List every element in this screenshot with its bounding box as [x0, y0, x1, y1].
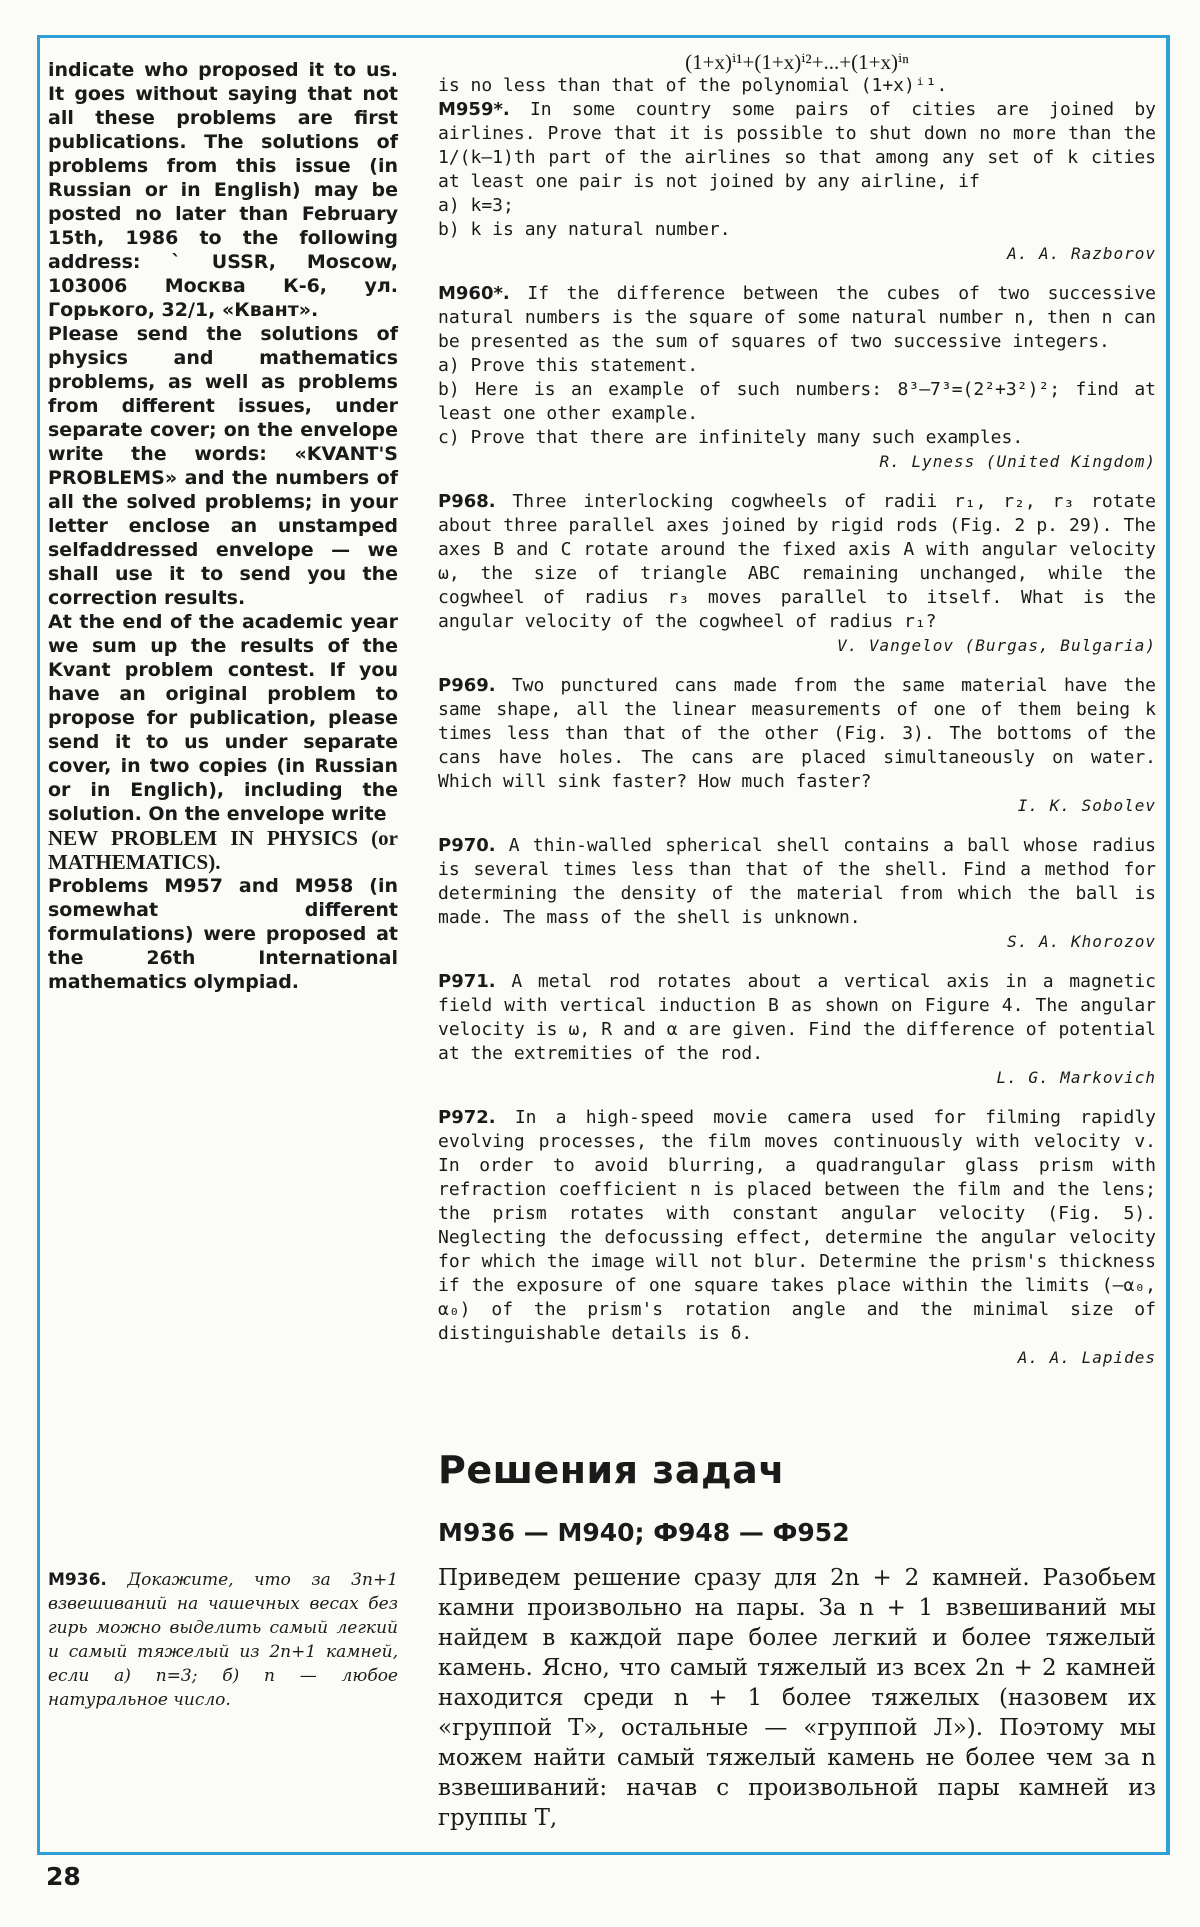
problem-text: A thin-walled spherical shell contains a ball whose radius is several times less than that of the shell. Find a method for determining the density of the material from which the ball is made. The mass of the shell is unknown.: [438, 835, 1156, 928]
left-paragraph: Problems M957 and M958 (in somewhat different formulations) were proposed at the 26th International mathematics olympiad.: [48, 875, 398, 993]
top-formula-text: is no less than that of the polynomial (1+x)ⁱ¹.: [438, 75, 948, 96]
problems-column: [438, 50, 1156, 1386]
section-subheading: M936 — M940; Ф948 — Ф952: [438, 1518, 850, 1547]
problem-author: A. A. Razborov: [1007, 244, 1156, 263]
problem-label: M960*.: [438, 283, 510, 304]
problem-label: P972.: [438, 1107, 496, 1128]
left-paragraph: indicate who proposed it to us. It goes without saying that not all these problems are first publications. The solutions of problems from this issue (in Russian or in English) may be posted no later than February 15th, 1986 to the following address: ` USSR, Moscow, 103006 Москва К-6, ул. Горького, 32/1, «Квант».: [48, 59, 398, 321]
problem-text: In some country some pairs of cities are joined by airlines. Prove that it is possible to shut down no more than the 1/(k—1)th part of the airlines so that among any set of k cities at least one pair is not joined by any airline, if: [438, 99, 1156, 192]
problem-author: V. Vangelov (Burgas, Bulgaria): [837, 636, 1156, 655]
problem-p969: [438, 674, 1156, 818]
problem-author: S. A. Khorozov: [1007, 932, 1156, 951]
problem-text: Three interlocking cogwheels of radii r₁, r₂, r₃ rotate about three parallel axes joined by rigid rods (Fig. 2 p. 29). The axes B and C rotate around the fixed axis A with angular velocity ω, the size of triangle ABC remaining unchanged, while the cogwheel of radius r₃ moves parallel to itself. What is the angular velocity of the cogwheel of radius r₁?: [438, 491, 1157, 632]
left-paragraph-caps: NEW PROBLEM IN PHYSICS (or MATHEMATICS).: [48, 826, 398, 874]
problem-label: P968.: [438, 491, 496, 512]
problem-text: Two punctured cans made from the same material have the same shape, all the linear measurements of one of them being k times less than that of the other (Fig. 3). The bottoms of the cans have holes. The cans are placed simultaneously on water. Which will sink faster? How much faster?: [438, 675, 1157, 792]
problem-text: If the difference between the cubes of two successive natural numbers is the square of some natural number n, then n can be presented as the sum of squares of two successive integers.: [438, 283, 1156, 352]
problem-label: M959*.: [438, 99, 510, 120]
problem-p970: [438, 834, 1156, 954]
problem-m960: [438, 282, 1156, 474]
solution-text: Приведем решение сразу для 2n + 2 камней. Разобьем камни произвольно на пары. За n + 1 взвешиваний мы найдем в каждой паре более легкий и более тяжелый камень. Ясно, что самый тяжелый из всех 2n + 2 камней находится среди n + 1 более тяжелых (назовем их «группой Т», остальные — «группой Л»). Поэтому мы можем найти самый тяжелый камень не более чем за n взвешиваний: начав с произвольной пары камней из группы Т,: [438, 1565, 1156, 1831]
m936-text: Докажите, что за 3n+1 взвешиваний на чашечных весах без гирь можно выделить самый легкий и самый тяжелый из 2n+1 камней, если а) n=3; б) n — любое натуральное число.: [48, 1570, 399, 1710]
page-number: 28: [46, 1862, 81, 1891]
problem-author: I. K. Sobolev: [1017, 796, 1156, 815]
left-paragraph: Please send the solutions of physics and mathematics problems, as well as problems from different issues, under separate cover; on the envelope write the words: «KVANT'S PROBLEMS» and the numbers of all the solved problems; in your letter enclose an unstamped selfaddressed envelope — we shall use it to send you the correction results.: [48, 323, 398, 609]
problem-text: In a high-speed movie camera used for filming rapidly evolving processes, the film moves continuously with velocity v. In order to avoid blurring, a quadrangular glass prism with refraction coefficient n is placed between the film and the lens; the prism rotates with constant angular velocity (Fig. 5). Neglecting the defocussing effect, determine the angular velocity for which the image will not blur. Determine the prism's thickness if the exposure of one square takes place within the limits (—α₀, α₀) of the prism's rotation angle and the minimal size of distinguishable details is δ.: [438, 1107, 1157, 1344]
problem-m959: [438, 98, 1156, 266]
problem-item: a) k=3;: [438, 195, 514, 216]
section-heading: Решения задач: [438, 1448, 785, 1492]
problem-author: R. Lyness (United Kingdom): [879, 452, 1156, 471]
m936-sidebar: [48, 1568, 398, 1712]
problem-label: P969.: [438, 675, 496, 696]
problem-item: c) Prove that there are infinitely many such examples.: [438, 427, 1024, 448]
problem-item: a) Prove this statement.: [438, 355, 699, 376]
problem-p971: [438, 970, 1156, 1090]
problem-item: b) Here is an example of such numbers: 8³—7³=(2²+3²)²; find at least one other example.: [438, 379, 1156, 424]
problem-item: b) k is any natural number.: [438, 219, 731, 240]
left-paragraph: At the end of the academic year we sum up the results of the Kvant problem contest. If you have an original problem to propose for publication, please send it to us under separate cover, in two copies (in Russian or in Englich), including the solution. On the envelope write: [48, 611, 398, 825]
problem-author: L. G. Markovich: [996, 1068, 1156, 1087]
problem-author: A. A. Lapides: [1017, 1348, 1156, 1367]
problem-p972: [438, 1106, 1156, 1370]
problem-text: A metal rod rotates about a vertical axis in a magnetic field with vertical induction B as shown on Figure 4. The angular velocity is ω, R and α are given. Find the difference of potential at the extremities of the rod.: [438, 971, 1156, 1064]
left-column: [48, 58, 398, 994]
top-formula: (1+x)ⁱ¹+(1+x)ⁱ²+...+(1+x)ⁱⁿ: [685, 50, 909, 74]
problem-p968: [438, 490, 1156, 658]
m936-label: M936.: [48, 1570, 107, 1590]
problem-label: P971.: [438, 971, 496, 992]
problem-label: P970.: [438, 835, 496, 856]
